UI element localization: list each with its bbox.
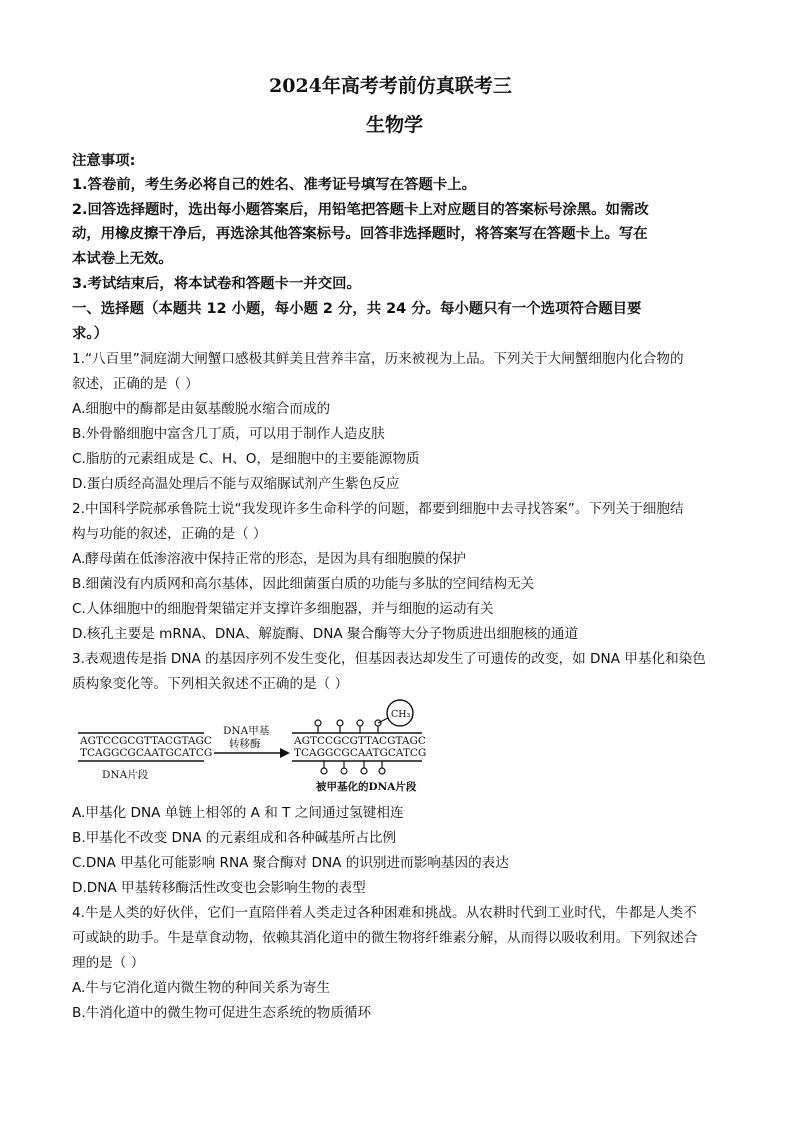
q1-option-a: A.细胞中的酶都是由氨基酸脱水缩合而成的 — [72, 401, 331, 417]
q1-stem-line-2: 叙述，正确的是（ ） — [72, 376, 199, 392]
q3-stem-line-2: 质构象变化等。下列相关叙述不正确的是（ ） — [72, 676, 349, 692]
reaction-arrow-head — [280, 748, 290, 758]
subject-title: 生物学 — [366, 114, 424, 136]
q1-stem-line-1: 1.“八百里”洞庭湖大闸蟹口感极其鲜美且营养丰富，历来被视为上品。下列关于大闸蟹细胞内化合物的 — [72, 351, 684, 367]
q2-option-c: C.人体细胞中的细胞骨架锚定并支撑许多细胞器，并与细胞的运动有关 — [72, 601, 494, 617]
q4-stem-line-1: 4.牛是人类的好伙伴，它们一直陪伴着人类走过各种困难和挑战。从农耕时代到工业时代，牛都是人类不 — [72, 905, 697, 921]
q1-option-c: C.脂肪的元素组成是 C、H、O，是细胞中的主要能源物质 — [72, 451, 420, 467]
q2-option-d: D.核孔主要是 mRNA、DNA、解旋酶、DNA 聚合酶等大分子物质进出细胞核的通道 — [72, 626, 579, 642]
right-seq-top: AGTCCGCGTTACGTAGC — [294, 735, 426, 747]
q4-stem-line-2: 可或缺的助手。牛是草食动物，依赖其消化道中的微生物将纤维素分解，从而得以吸收利用。下列叙述合 — [72, 930, 698, 946]
q2-option-a: A.酵母菌在低渗溶液中保持正常的形态，是因为具有细胞膜的保护 — [72, 551, 467, 567]
note-3: 3.考试结束后，将本试卷和答题卡一并交回。 — [72, 276, 361, 292]
enzyme-label-line-1: DNA甲基 — [223, 725, 270, 737]
q4-option-a: A.牛与它消化道内微生物的种间关系为寄生 — [72, 980, 331, 996]
methyl-callout-label: CH₃ — [391, 709, 411, 720]
left-seq-bottom: TCAGGCGCAATGCATCG — [80, 747, 213, 759]
q4-option-b: B.牛消化道中的微生物可促进生态系统的物质循环 — [72, 1005, 372, 1021]
left-seq-top: AGTCCGCGTTACGTAGC — [80, 735, 212, 747]
q3-option-d: D.DNA 甲基转移酶活性改变也会影响生物的表型 — [72, 880, 366, 896]
section-heading-line-2: 求。） — [72, 326, 108, 342]
section-heading-line-1: 一、选择题（本题共 12 小题，每小题 2 分，共 24 分。每小题只有一个选项符合题目要 — [72, 301, 642, 317]
note-2-line-2: 动，用橡皮擦干净后，再选涂其他答案标号。回答非选择题时，将答案写在答题卡上。写在 — [72, 226, 648, 242]
q4-stem-line-3: 理的是（ ） — [72, 955, 145, 971]
dna-methylation-figure — [72, 693, 432, 798]
q2-option-b: B.细菌没有内质网和高尔基体，因此细菌蛋白质的功能与多肽的空间结构无关 — [72, 576, 535, 592]
right-seq-bottom: TCAGGCGCAATGCATCG — [294, 747, 427, 759]
q2-stem-line-2: 构与功能的叙述，正确的是（ ） — [72, 526, 267, 542]
q3-stem-line-1: 3.表观遗传是指 DNA 的基因序列不发生变化，但基因表达却发生了可遗传的改变，如 DNA 甲基化和染色 — [72, 651, 706, 667]
q3-option-a: A.甲基化 DNA 单链上相邻的 A 和 T 之间通过氢键相连 — [72, 805, 404, 821]
q3-option-b: B.甲基化不改变 DNA 的元素组成和各种碱基所占比例 — [72, 830, 397, 846]
q1-option-b: B.外骨骼细胞中富含几丁质，可以用于制作人造皮肤 — [72, 426, 385, 442]
methyl-groups-bottom — [321, 761, 385, 774]
left-caption: DNA片段 — [102, 769, 149, 781]
note-1: 1.答卷前，考生务必将自己的姓名、准考证号填写在答题卡上。 — [72, 177, 477, 193]
enzyme-label-line-2: 转移酶 — [229, 738, 261, 750]
right-caption: 被甲基化的DNA片段 — [316, 781, 417, 793]
note-2-line-1: 2.回答选择题时，选出每小题答案后，用铅笔把答题卡上对应题目的答案标号涂黑。如需改 — [72, 202, 649, 218]
notes-heading: 注意事项: — [72, 153, 136, 169]
q2-stem-line-1: 2.中国科学院郝承鲁院士说“我发现许多生命科学的问题，都要到细胞中去寻找答案”。下列关于细胞结 — [72, 501, 684, 517]
q1-option-d: D.蛋白质经高温处理后不能与双缩脲试剂产生紫色反应 — [72, 476, 400, 492]
exam-title: 2024年高考考前仿真联考三 — [269, 75, 512, 97]
note-2-line-3: 本试卷上无效。 — [72, 251, 173, 267]
methyl-groups — [315, 717, 390, 733]
q3-option-c: C.DNA 甲基化可能影响 RNA 聚合酶对 DNA 的识别进而影响基因的表达 — [72, 855, 509, 871]
